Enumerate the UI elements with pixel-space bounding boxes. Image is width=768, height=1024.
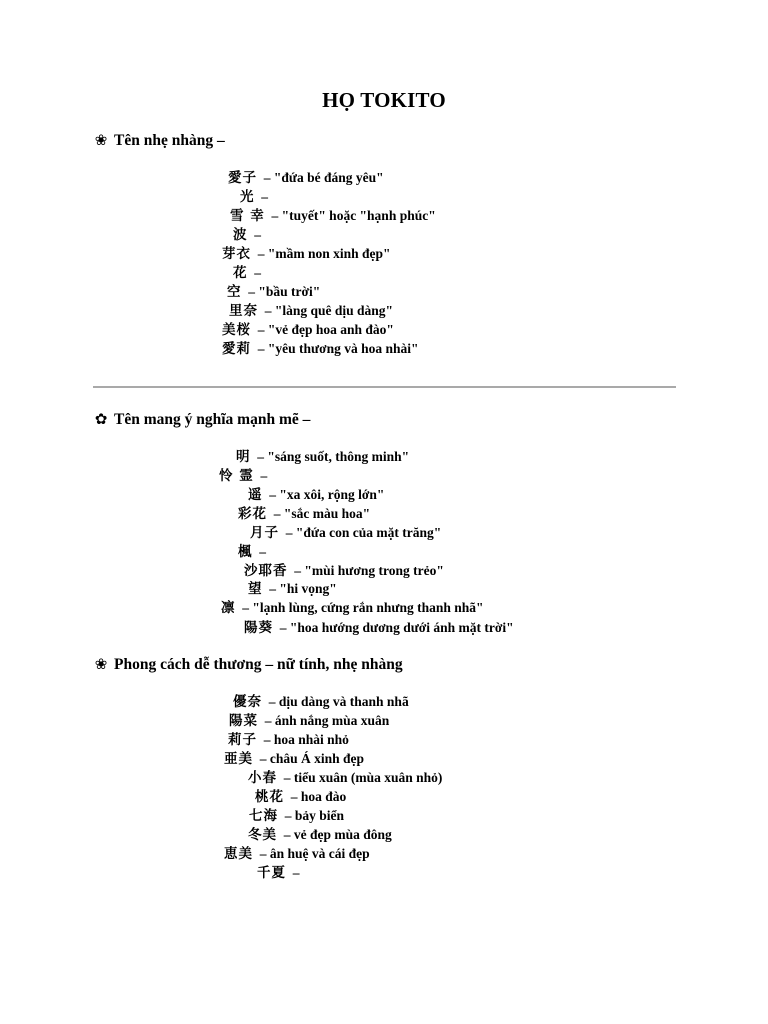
list-item <box>257 863 300 882</box>
kanji-name: 里奈 <box>229 303 258 319</box>
name-meaning: – <box>259 544 266 559</box>
list-item <box>248 485 384 504</box>
section-heading-text: Tên nhẹ nhàng – <box>114 132 225 149</box>
name-meaning: – tiểu xuân (mùa xuân nhỏ) <box>283 770 443 785</box>
section-heading-gentle <box>93 131 225 150</box>
name-meaning: – "làng quê dịu dàng" <box>264 303 394 318</box>
name-meaning: – "bầu trời" <box>248 284 321 299</box>
name-meaning: – "hoa hướng dương dưới ánh mặt trời" <box>279 620 514 635</box>
flower-icon: ❀ <box>94 655 108 673</box>
list-item <box>236 447 409 466</box>
kanji-name: 凛 <box>221 600 236 616</box>
name-meaning: – vẻ đẹp mùa đông <box>283 827 392 842</box>
name-meaning: – "tuyết" hoặc "hạnh phúc" <box>271 208 436 223</box>
section-divider <box>93 386 676 388</box>
kanji-name: 小春 <box>248 770 277 786</box>
kanji-name: 莉子 <box>228 732 257 748</box>
kanji-name: 花 <box>233 265 248 281</box>
kanji-name: 陽菜 <box>229 713 258 729</box>
kanji-name: 桃花 <box>255 789 284 805</box>
name-meaning: – "đứa bé đáng yêu" <box>263 170 384 185</box>
kanji-name: 七海 <box>249 808 278 824</box>
list-item <box>238 542 266 561</box>
name-meaning: – "đứa con của mặt trăng" <box>285 525 442 540</box>
list-item <box>228 168 384 187</box>
section-heading-text: Phong cách dễ thương – nữ tính, nhẹ nhàng <box>114 656 403 673</box>
kanji-name: 千夏 <box>257 865 286 881</box>
list-item <box>233 692 409 711</box>
list-item <box>248 579 337 598</box>
list-item <box>230 206 436 225</box>
kanji-name: 楓 <box>238 544 253 560</box>
flower-icon: ✿ <box>94 410 108 428</box>
name-meaning: – "sáng suốt, thông minh" <box>257 449 410 464</box>
list-item <box>244 618 514 637</box>
name-meaning: – <box>254 227 261 242</box>
name-meaning: – "xa xôi, rộng lớn" <box>269 487 385 502</box>
name-meaning: – "yêu thương và hoa nhài" <box>257 341 419 356</box>
name-meaning: – ánh nắng mùa xuân <box>264 713 390 728</box>
list-item <box>255 787 346 806</box>
name-meaning: – <box>254 265 261 280</box>
list-item <box>228 730 349 749</box>
list-item <box>244 561 444 580</box>
name-meaning: – <box>260 468 268 483</box>
name-meaning: – châu Á xinh đẹp <box>259 751 365 766</box>
list-item <box>240 187 268 206</box>
list-item <box>219 466 267 485</box>
kanji-name: 愛子 <box>228 170 257 186</box>
list-item <box>248 768 442 787</box>
name-meaning: – "lạnh lùng, cứng rắn nhưng thanh nhã" <box>242 600 484 615</box>
kanji-name: 沙耶香 <box>244 563 288 579</box>
name-meaning: – "hi vọng" <box>269 581 337 596</box>
kanji-name: 光 <box>240 189 255 205</box>
kanji-name: 亜美 <box>224 751 253 767</box>
name-meaning: – hoa nhài nhỏ <box>263 732 349 747</box>
section-heading-strong <box>93 410 310 429</box>
kanji-name: 望 <box>248 581 263 597</box>
list-item <box>222 320 394 339</box>
list-item <box>221 598 484 617</box>
list-item <box>250 523 441 542</box>
list-item <box>233 263 261 282</box>
kanji-name: 彩花 <box>238 506 267 522</box>
name-meaning: – hoa đào <box>290 789 347 804</box>
list-item <box>222 244 391 263</box>
kanji-name: 怜 霊 <box>219 468 254 484</box>
name-meaning: – bảy biển <box>284 808 345 823</box>
list-item <box>238 504 370 523</box>
kanji-name: 遥 <box>248 487 263 503</box>
list-item <box>227 282 320 301</box>
name-meaning: – "mùi hương trong trẻo" <box>294 563 444 578</box>
list-item <box>229 301 393 320</box>
name-meaning: – "sắc màu hoa" <box>273 506 371 521</box>
list-item <box>222 339 418 358</box>
kanji-name: 空 <box>227 284 242 300</box>
kanji-name: 恵美 <box>224 846 253 862</box>
list-item <box>224 844 370 863</box>
kanji-name: 優奈 <box>233 694 262 710</box>
section-heading-cute <box>93 655 403 674</box>
list-item <box>233 225 261 244</box>
list-item <box>248 825 392 844</box>
kanji-name: 陽葵 <box>244 620 273 636</box>
name-meaning: – "mầm non xinh đẹp" <box>257 246 391 261</box>
kanji-name: 冬美 <box>248 827 277 843</box>
list-item <box>249 806 344 825</box>
list-item <box>229 711 389 730</box>
name-meaning: – dịu dàng và thanh nhã <box>268 694 409 709</box>
section-heading-text: Tên mang ý nghĩa mạnh mẽ – <box>114 411 311 428</box>
kanji-name: 明 <box>236 449 251 465</box>
name-meaning: – ân huệ và cái đẹp <box>259 846 370 861</box>
name-meaning: – <box>261 189 268 204</box>
kanji-name: 芽衣 <box>222 246 251 262</box>
kanji-name: 愛莉 <box>222 341 251 357</box>
flower-icon: ❀ <box>94 131 108 149</box>
page-title: HỌ TOKITO <box>322 88 446 112</box>
name-meaning: – <box>292 865 300 880</box>
name-meaning: – "vẻ đẹp hoa anh đào" <box>257 322 394 337</box>
list-item <box>224 749 364 768</box>
kanji-name: 月子 <box>250 525 279 541</box>
kanji-name: 雪 幸 <box>230 208 265 224</box>
kanji-name: 美桜 <box>222 322 251 338</box>
kanji-name: 波 <box>233 227 248 243</box>
